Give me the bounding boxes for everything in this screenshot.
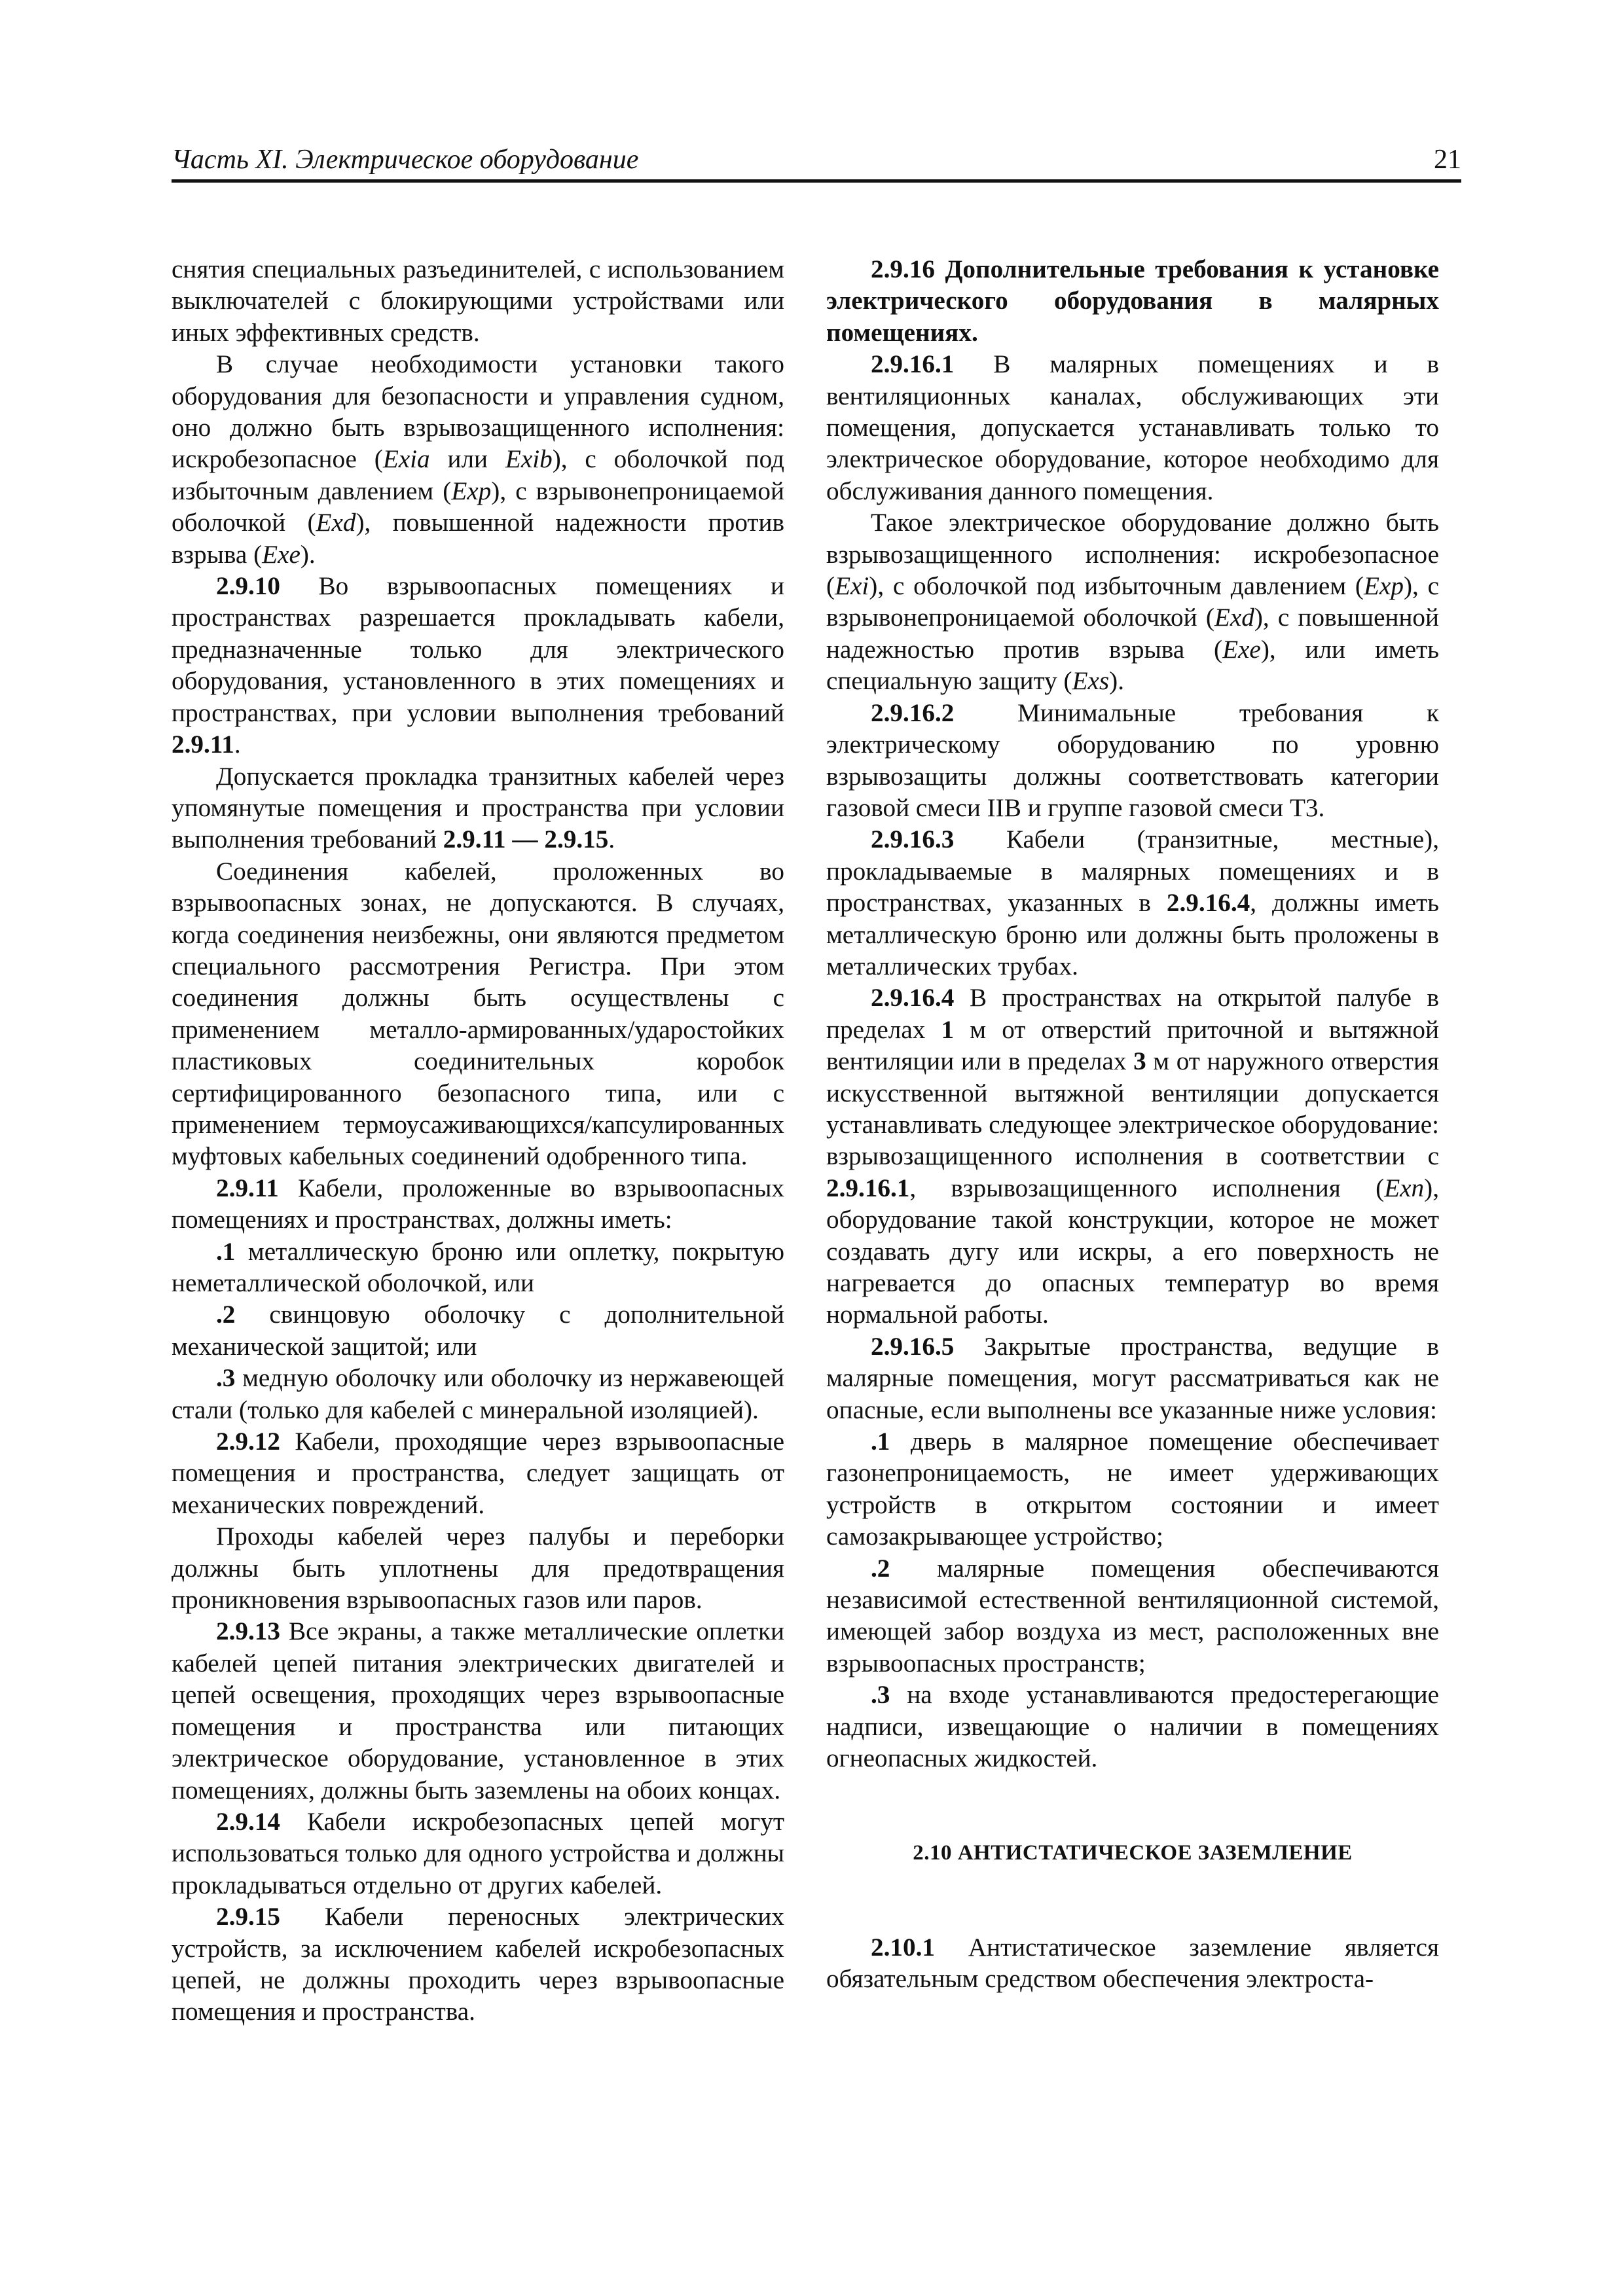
clause-reference: 2.9.11 — 2.9.15 <box>443 825 609 854</box>
right-column <box>826 254 1439 1996</box>
protection-code: Exp <box>1364 572 1404 601</box>
clause-reference: 2.9.16.1 <box>826 1174 910 1202</box>
protection-code: Exi <box>835 572 869 601</box>
paragraph-2-9-13: 2.9.13 Все экраны, а также металлические оплетки кабелей цепей питания электрических двигателей и цепей освещения, проходящих через взрывоопасные помещения и пространства или питающих электрическое оборудование, установленное в этих помещениях, должны быть заземлены на обоих концах. <box>172 1617 784 1804</box>
list-item: .3 на входе устанавливаются предостерегающие надписи, извещающие о наличии в помещениях огнеопасных жидкостей. <box>826 1681 1439 1773</box>
clause-number: 2.9.16.4 <box>871 984 955 1013</box>
protection-code: Exd <box>1214 603 1254 632</box>
distance-value: 3 <box>1133 1047 1146 1076</box>
list-item: .1 дверь в малярное помещение обеспечивает газонепроницаемость, не имеет удерживающих устройств в открытом состоянии и имеет самозакрывающее устройство; <box>826 1427 1439 1551</box>
clause-number: 2.9.14 <box>216 1807 280 1836</box>
item-number: .3 <box>871 1681 890 1710</box>
paragraph-2-9-16-4: 2.9.16.4 В пространствах на открытой палубе в пределах 1 м от отверстий приточной и вытяжной вентиляции или в пределах 3 м от наружного отверстия искусственной вытяжной вентиляции допускается устанавливать следующее электрическое оборудование: взрывозащищенного исполнения в соответствии с 2.9.16.1, взрывозащищенного исполнения (Exn), оборудование такой конструкции, которое не может создавать дугу или искры, а его поверхность не нагревается до опасных температур во время нормальной работы. <box>826 984 1439 1329</box>
clause-reference: 2.9.11 <box>172 730 234 759</box>
item-number: .2 <box>216 1300 236 1329</box>
running-header <box>172 140 1461 183</box>
clause-number: 2.9.16.3 <box>871 825 955 854</box>
running-title: Часть XI. Электрическое оборудование <box>172 145 639 175</box>
protection-code: Exib <box>505 445 553 474</box>
protection-code: Exs <box>1072 667 1110 696</box>
list-item: .1 металлическую броню или оплетку, покрытую неметаллической оболочкой, или <box>172 1237 784 1297</box>
paragraph-2-9-15: 2.9.15 Кабели переносных электрических устройств, за исключением кабелей искробезопасных цепей, не должны проходить через взрывоопасные помещения и пространства. <box>172 1903 784 2026</box>
clause-number: 2.9.12 <box>216 1427 280 1456</box>
paragraph-2-10-1: 2.10.1 Антистатическое заземление является обязательным средством обеспечения электроста- <box>826 1933 1439 1994</box>
item-number: .2 <box>871 1554 890 1583</box>
protection-code: Exe <box>262 540 301 569</box>
protection-code: Exd <box>316 509 356 537</box>
protection-code: Exia <box>382 445 430 474</box>
subsection-heading-2-9-16: 2.9.16 Дополнительные требования к установке электрического оборудования в малярных помещениях. <box>826 255 1439 347</box>
paragraph: Проходы кабелей через палубы и переборки должны быть уплотнены для предотвращения проникновения взрывоопасных газов или паров. <box>172 1522 784 1615</box>
paragraph-2-9-11: 2.9.11 Кабели, проложенные во взрывоопасных помещениях и пространствах, должны иметь: <box>172 1174 784 1234</box>
paragraph: Соединения кабелей, проложенных во взрывоопасных зонах, не допускаются. В случаях, когда соединения неизбежны, они являются предметом специального рассмотрения Регистра. При этом соединения должны быть осуществлены с применением металло-армированных/ударостойких пластиковых соединительных коробок сертифицированного безопасного типа, или с применением термоусаживающихся/капсулированных муфтовых кабельных соединений одобренного типа. <box>172 857 784 1171</box>
clause-reference: 2.9.16.4 <box>1166 889 1250 918</box>
paragraph: В случае необходимости установки такого оборудования для безопасности и управления судном, оно должно быть взрывозащищенного исполнения: искробезопасное (Exia или Exib), с оболочкой под избыточным давлением (Exp), с взрывонепроницаемой оболочкой (Exd), повышенной надежности против взрыва (Exe). <box>172 350 784 569</box>
protection-code: Exn <box>1384 1174 1425 1202</box>
paragraph: Такое электрическое оборудование должно быть взрывозащищенного исполнения: искробезопасное (Exi), с оболочкой под избыточным давлением (Exp), с взрывонепроницаемой оболочкой (Exd), с повышенной надежностью против взрыва (Exe), или иметь специальную защиту (Exs). <box>826 509 1439 696</box>
paragraph-2-9-16-5: 2.9.16.5 Закрытые пространства, ведущие в малярные помещения, могут рассматриваться как не опасные, если выполнены все указанные ниже условия: <box>826 1332 1439 1424</box>
item-number: .3 <box>216 1364 236 1393</box>
clause-number: 2.9.13 <box>216 1617 280 1646</box>
protection-code: Exp <box>451 476 492 505</box>
clause-number: 2.9.16.1 <box>871 350 955 379</box>
clause-number: 2.9.10 <box>216 572 280 601</box>
left-column <box>172 254 784 2028</box>
clause-number: 2.9.15 <box>216 1903 280 1931</box>
clause-number: 2.9.16.5 <box>871 1332 955 1361</box>
list-item: .2 свинцовую оболочку с дополнительной механической защитой; или <box>172 1300 784 1361</box>
item-number: .1 <box>216 1237 236 1266</box>
item-number: .1 <box>871 1427 890 1456</box>
section-heading-2-10: 2.10 АНТИСТАТИЧЕСКОЕ ЗАЗЕМЛЕНИЕ <box>913 1840 1353 1865</box>
paragraph-2-9-16-3: 2.9.16.3 Кабели (транзитные, местные), прокладываемые в малярных помещениях и в пространствах, указанных в 2.9.16.4, должны иметь металлическую броню или должны быть проложены в металлических трубах. <box>826 825 1439 980</box>
clause-number: 2.9.11 <box>216 1174 279 1202</box>
paragraph-2-9-12: 2.9.12 Кабели, проходящие через взрывоопасные помещения и пространства, следует защищать от механических повреждений. <box>172 1427 784 1519</box>
page-number: 21 <box>1434 145 1461 175</box>
paragraph-2-9-16-2: 2.9.16.2 Минимальные требования к электрическому оборудованию по уровню взрывозащиты должны соответствовать категории газовой смеси IIB и группе газовой смеси Т3. <box>826 698 1439 822</box>
list-item: .3 медную оболочку или оболочку из нержавеющей стали (только для кабелей с минеральной изоляцией). <box>172 1364 784 1424</box>
paragraph: Допускается прокладка транзитных кабелей через упомянутые помещения и пространства при условии выполнения требований 2.9.11 — 2.9.15. <box>172 762 784 854</box>
list-item: .2 малярные помещения обеспечиваются независимой естественной вентиляционной системой, имеющей забор воздуха из мест, расположенных вне взрывоопасных пространств; <box>826 1554 1439 1677</box>
clause-number: 2.10.1 <box>871 1933 935 1962</box>
paragraph: снятия специальных разъединителей, с использованием выключателей с блокирующими устройствами или иных эффективных средств. <box>172 255 784 347</box>
paragraph-2-9-16-1: 2.9.16.1 В малярных помещениях и в вентиляционных каналах, обслуживающих эти помещения, допускается устанавливать только то электрическое оборудование, которое необходимо для обслуживания данного помещения. <box>826 350 1439 505</box>
paragraph-2-9-10: 2.9.10 Во взрывоопасных помещениях и пространствах разрешается прокладывать кабели, предназначенные только для электрического оборудования, установленного в этих помещениях и пространствах, при условии выполнения требований 2.9.11. <box>172 572 784 759</box>
protection-code: Exe <box>1222 635 1261 664</box>
distance-value: 1 <box>941 1015 955 1044</box>
paragraph-2-9-14: 2.9.14 Кабели искробезопасных цепей могут использоваться только для одного устройства и должны прокладываться отдельно от других кабелей. <box>172 1807 784 1899</box>
clause-number: 2.9.16.2 <box>871 698 955 727</box>
